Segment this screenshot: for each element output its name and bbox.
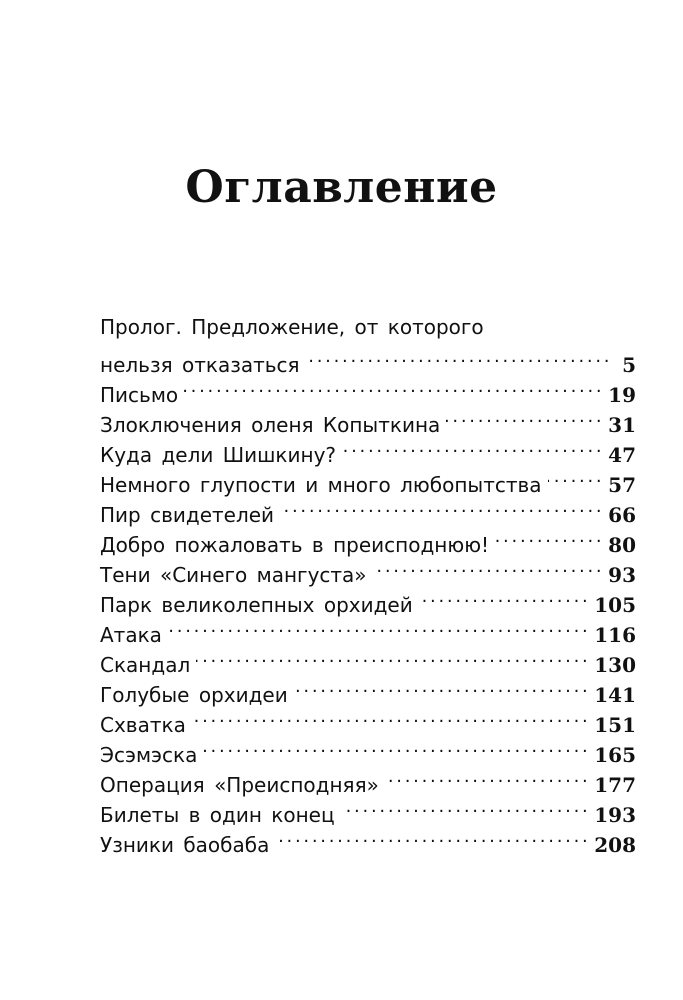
dot-leader [280,492,600,522]
toc-entry-label: Письмо [100,383,179,407]
toc-entry [100,522,636,557]
dot-leader [275,822,586,852]
toc-entry-label: Пир свидетелей [100,503,275,527]
dot-leader [306,342,608,372]
toc-entry-page: 57 [608,473,636,497]
toc-entry [100,582,636,617]
toc-entry-label: Скандал [100,653,191,677]
toc-entry [100,462,636,497]
dot-leader [196,642,586,672]
dot-leader [192,702,586,732]
dot-leader [446,402,600,432]
toc-entry [100,672,636,707]
toc-entry-page: 165 [594,743,636,767]
toc-entry-prologue [100,342,636,377]
toc-entry [100,492,636,527]
toc-entry-label: Парк великолепных орхидей [100,593,413,617]
toc-entry-label: Добро пожаловать в преисподнюю! [100,533,490,557]
toc-entry-page: 47 [608,443,636,467]
toc-entry [100,552,636,587]
toc-entry-label: Немного глупости и много любопытства [100,473,542,497]
dot-leader [341,792,587,822]
toc-entry-label: Атака [100,623,162,647]
toc-entry-page: 193 [594,803,636,827]
page-title: Оглавление [185,162,498,213]
toc-entry [100,432,636,467]
toc-entry [100,402,636,437]
toc-entry-page: 5 [622,353,636,377]
toc-entry [100,702,636,737]
table-of-contents [100,312,636,857]
toc-entry-prologue-line1: Пролог. Предложение, от которого [100,315,484,339]
toc-entry-label: Куда дели Шишкину? [100,443,337,467]
toc-entry-page: 116 [594,623,636,647]
toc-entry-label: Тени «Синего мангуста» [100,563,367,587]
toc-entry-label: Эсэмэска [100,743,198,767]
dot-leader [184,372,600,402]
toc-entry-page: 208 [594,833,636,857]
toc-entry-label: Схватка [100,713,186,737]
toc-entry-page: 31 [608,413,636,437]
toc-entry [100,822,636,857]
toc-entry-page: 19 [608,383,636,407]
toc-entry-label: нельзя отказаться [100,353,300,377]
toc-entry-page: 80 [608,533,636,557]
toc-entry-label: Голубые орхидеи [100,683,288,707]
toc-entry-label: Узники баобаба [100,833,270,857]
toc-entry-page: 141 [594,683,636,707]
toc-entry-page: 105 [594,593,636,617]
dot-leader [373,552,601,582]
toc-entry-page: 93 [608,563,636,587]
dot-leader [342,432,600,462]
dot-leader [203,732,586,762]
toc-entry-label: Билеты в один конец [100,803,335,827]
dot-leader [548,462,601,492]
dot-leader [294,672,587,702]
toc-entry-label: Злоключения оленя Копыткина [100,413,441,437]
dot-leader [495,522,600,552]
toc-entry-label: Операция «Преисподняя» [100,773,379,797]
toc-entry-page: 66 [608,503,636,527]
toc-entry-page: 130 [594,653,636,677]
toc-entry [100,372,636,407]
dot-leader [419,582,587,612]
toc-entry [100,612,636,647]
toc-entry-page: 151 [594,713,636,737]
toc-entry-page: 177 [594,773,636,797]
dot-leader [168,612,586,642]
toc-entry [100,792,636,827]
dot-leader [385,762,586,792]
toc-entry [100,762,636,797]
toc-entry [100,732,636,767]
toc-entry [100,642,636,677]
